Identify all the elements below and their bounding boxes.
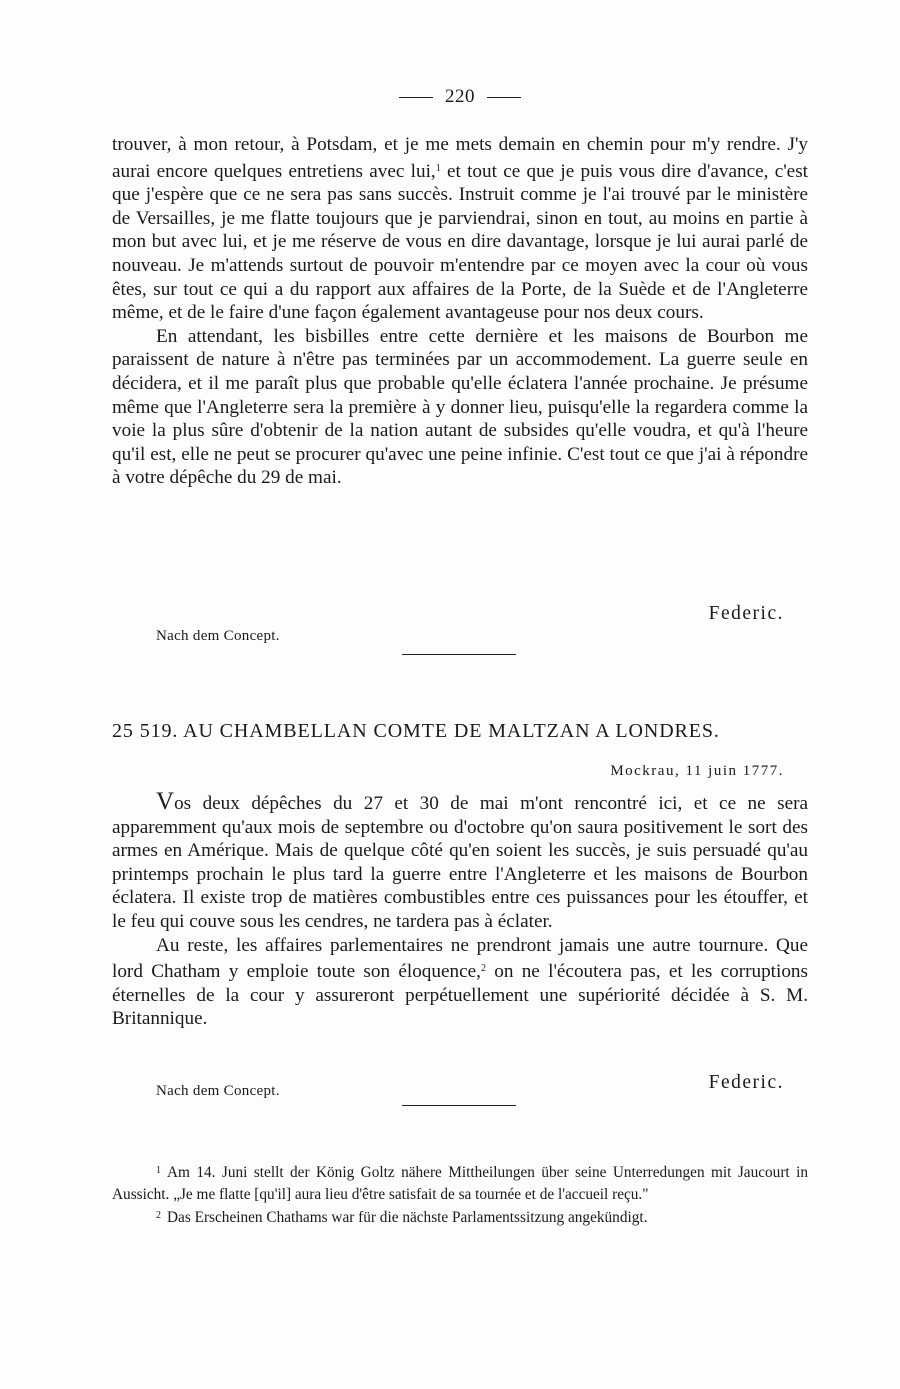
letter-1-source-note: Nach dem Concept. (156, 628, 280, 644)
page-number-right-dash (487, 97, 521, 98)
footnote-2-text: Das Erscheinen Chathams war für die nächste Parlamentssitzung angekündigt. (167, 1209, 648, 1227)
letter-1-signature: Federic. (708, 603, 784, 624)
page-number-left-dash (399, 97, 433, 98)
letter-2-source-note: Nach dem Concept. (156, 1083, 280, 1099)
letter-2-heading: 25 519. AU CHAMBELLAN COMTE DE MALTZAN A LONDRES. (112, 720, 720, 742)
letter-2-paragraph-1 (112, 790, 808, 934)
letter-2-dropcap: V (156, 788, 175, 815)
footnote-2 (112, 1205, 808, 1229)
letter-1-end-rule (402, 654, 516, 655)
letter-2-body (112, 790, 808, 1031)
letter-2-signature: Federic. (708, 1072, 784, 1093)
letter-1-paragraph-1-text-b: et tout ce que je puis vous dire d'avance, c'est que j'espère que ce ne sera pas sans succès. Instruit comme je l'ai trouvé par le ministère de Versailles, je me flatte toujours que je parviendrai, sinon en tout, au moins en partie à mon but avec lui, et je me réserve de vous en dire davantage, lorsque je lui aurai parlé de nouveau. Je m'attends surtout de pouvoir m'entendre par ce moyen avec la cour où vous êtes, sur tout ce qui a du rapport aux affaires de la Porte, de la Suède et de l'Angleterre même, et de le faire d'une façon également avantageuse pour nos deux cours. (112, 160, 808, 324)
letter-1-paragraph-1-text-a: trouver, à mon retour, à Potsdam, et je me mets demain en chemin pour m'y rendre. J'y aurai encore quelques entretiens avec lui, (112, 134, 808, 182)
letter-2-end-rule (402, 1105, 516, 1106)
footnote-1-mark: 1 (156, 1165, 161, 1176)
letter-2-paragraph-2-text-b: on ne l'écoutera pas, et les corruptions éternelles de la cour y assureront perpétuellement une supériorité décidée à S. M. Britannique. (112, 961, 808, 1030)
letter-2-dateline: Mockrau, 11 juin 1777. (610, 763, 784, 779)
page-number (112, 86, 808, 108)
footnote-1-text: Am 14. Juni stellt der König Goltz nähere Mittheilungen über seine Unterredungen mit Jaucourt in Aussicht. „Je me flatte [qu'il] aura lieu d'être satisfait de sa tournée et de l'accueil reçu." (112, 1164, 808, 1203)
letter-2-paragraph-1-text: os deux dépêches du 27 et 30 de mai m'ont rencontré ici, et ce ne sera apparemment qu'aux mois de septembre ou d'octobre qu'on saura positivement le sort des armes en Amérique. Mais de quelque côté qu'en soient les succès, je suis persuadé qu'au printemps prochain le plus tard la guerre entre l'Angleterre et les maisons de Bourbon éclatera. Il existe trop de matières combustibles entre ces puissances pour les étouffer, et le feu qui couve sous les cendres, ne tardera pas à éclater. (112, 793, 808, 932)
letter-2-paragraph-2 (112, 934, 808, 1031)
page-number-text: 220 (445, 86, 475, 107)
letter-2-paragraph-2-text-a: Au reste, les affaires parlementaires ne prendront jamais une autre tournure. Que lord Chatham y emploie toute son éloquence, (112, 934, 808, 983)
footnote-2-mark: 2 (156, 1210, 161, 1222)
letter-1-paragraph-1 (112, 133, 808, 325)
letter-1-body (112, 133, 808, 490)
footnotes (112, 1160, 808, 1229)
footnote-ref-1: 1 (435, 162, 441, 174)
footnote-1 (112, 1160, 808, 1205)
letter-1-paragraph-2: En attendant, les bisbilles entre cette dernière et les maisons de Bourbon me paraissent de nature à n'être pas terminées par un accommodement. La guerre seule en décidera, et il me paraît plus que probable qu'elle éclatera l'année prochaine. Je présume même que l'Angleterre sera la première à y donner lieu, puisqu'elle la regardera comme la voie la plus sûre d'obtenir de la nation autant de subsides qu'elle voudra, et qu'à l'heure qu'il est, elle ne peut se procurer qu'avec une peine infinie. C'est tout ce que j'ai à répondre à votre dépêche du 29 de mai. (112, 325, 808, 489)
footnote-ref-2: 2 (480, 963, 486, 975)
